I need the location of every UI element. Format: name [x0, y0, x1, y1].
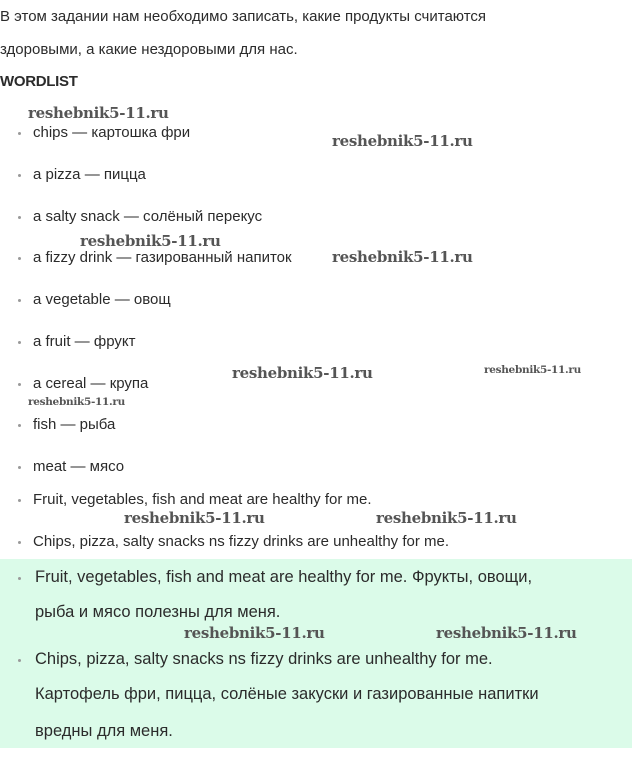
intro-line-1: В этом задании нам необходимо записать, какие продукты считаются [0, 8, 487, 25]
watermark: reshebnik5-11.ru [232, 364, 373, 382]
answer-box: Fruit, vegetables, fish and meat are healthy for me. Фрукты, овощи, рыба и мясо полезны для меня. Chips, pizza, salty snacks ns fizzy drinks are unhealthy for me. Картофель фри, пицца, солёные закуски и газированные напитки вредны для меня. [0, 559, 632, 748]
bullet-icon [18, 174, 21, 177]
watermark: reshebnik5-11.ru [436, 624, 577, 642]
answer-line: Картофель фри, пицца, солёные закуски и газированные напитки [35, 685, 539, 703]
answer-line: вредны для меня. [35, 722, 173, 740]
bullet-icon [18, 577, 21, 580]
watermark: reshebnik5-11.ru [28, 104, 169, 122]
bullet-icon [18, 499, 21, 502]
watermark: reshebnik5-11.ru [124, 509, 265, 527]
watermark: reshebnik5-11.ru [376, 509, 517, 527]
bullet-icon [18, 132, 21, 135]
watermark: reshebnik5-11.ru [28, 396, 125, 408]
bullet-icon [18, 424, 21, 427]
bullet-icon [18, 659, 21, 662]
bullet-icon [18, 257, 21, 260]
watermark: reshebnik5-11.ru [332, 132, 473, 150]
bullet-icon [18, 216, 21, 219]
answer-line: рыба и мясо полезны для меня. [35, 603, 281, 621]
intro-line-2: здоровыми, а какие нездоровыми для нас. [0, 41, 298, 58]
watermark: reshebnik5-11.ru [484, 364, 581, 376]
bullet-icon [18, 383, 21, 386]
bullet-icon [18, 299, 21, 302]
watermark: reshebnik5-11.ru [184, 624, 325, 642]
watermark: reshebnik5-11.ru [80, 232, 221, 250]
bullet-icon [18, 466, 21, 469]
watermark: reshebnik5-11.ru [332, 248, 473, 266]
wordlist-heading: WORDLIST [0, 73, 78, 90]
bullet-icon [18, 341, 21, 344]
bullet-icon [18, 541, 21, 544]
